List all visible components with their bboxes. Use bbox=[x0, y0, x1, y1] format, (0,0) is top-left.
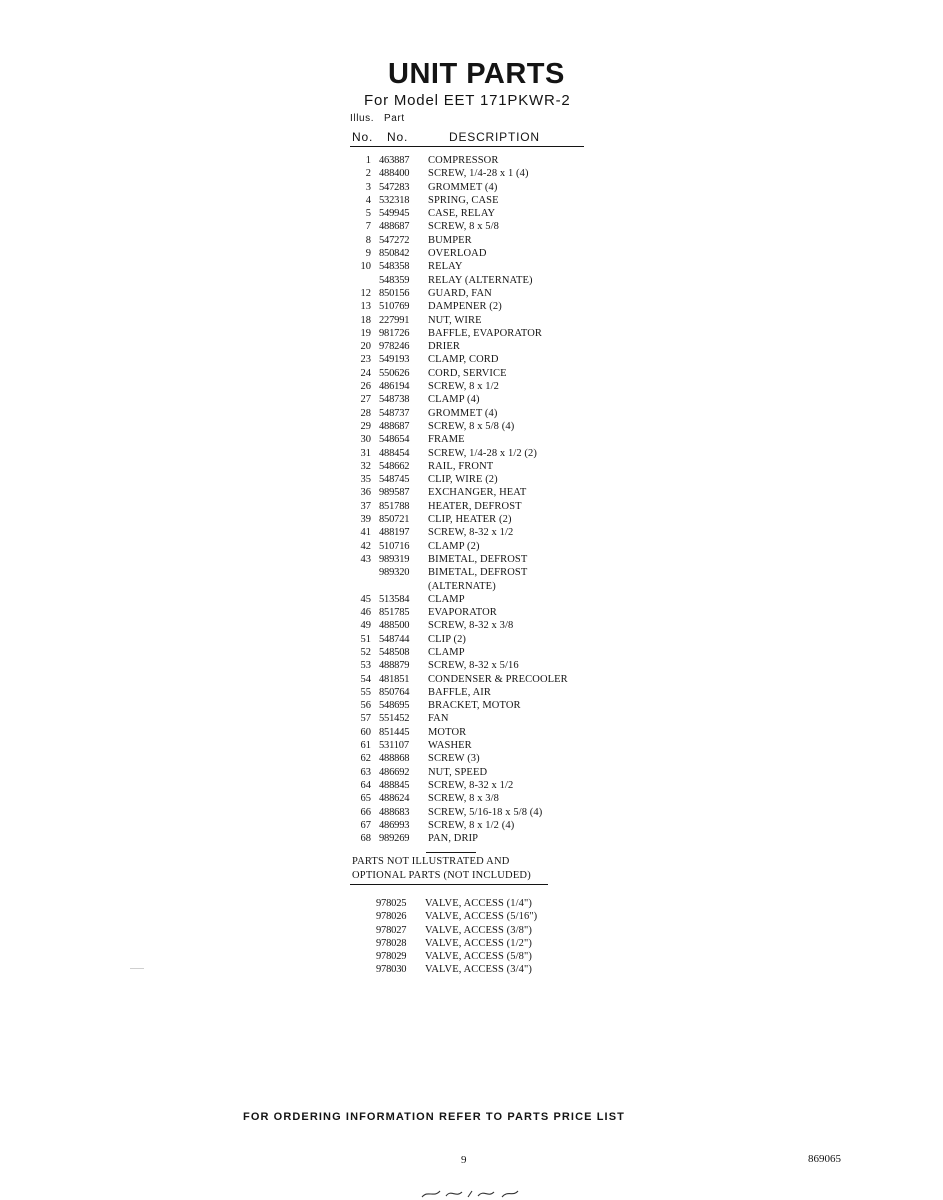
part-description: SPRING, CASE bbox=[428, 194, 499, 206]
part-row bbox=[0, 486, 943, 499]
part-part-no: 547272 bbox=[379, 234, 410, 246]
ordering-note: FOR ORDERING INFORMATION REFER TO PARTS PRICE LIST bbox=[243, 1111, 625, 1123]
optional-parts-rule bbox=[350, 884, 548, 885]
part-part-no: 551452 bbox=[379, 713, 410, 725]
parts-list bbox=[0, 154, 943, 845]
part-row bbox=[0, 819, 943, 832]
part-part-no: 549193 bbox=[379, 354, 410, 366]
part-description: BIMETAL, DEFROST bbox=[428, 553, 528, 565]
part-description: HEATER, DEFROST bbox=[428, 500, 522, 512]
part-illus-no: 54 bbox=[360, 673, 371, 685]
part-description: WASHER bbox=[428, 740, 472, 752]
part-row bbox=[0, 593, 943, 606]
part-illus-no: 60 bbox=[360, 726, 371, 738]
part-part-no: 510716 bbox=[379, 540, 410, 552]
part-part-no: 549945 bbox=[379, 208, 410, 220]
part-description: COMPRESSOR bbox=[428, 155, 499, 166]
part-description: CLAMP, CORD bbox=[428, 354, 499, 366]
page-title: UNIT PARTS bbox=[388, 58, 565, 90]
part-description: SCREW, 8-32 x 5/16 bbox=[428, 660, 519, 672]
part-row bbox=[0, 260, 943, 273]
part-description: DRIER bbox=[428, 341, 460, 353]
part-illus-no: 65 bbox=[360, 793, 371, 805]
part-illus-no: 66 bbox=[360, 806, 371, 818]
part-part-no: 548508 bbox=[379, 646, 410, 658]
part-part-no: 548695 bbox=[379, 700, 410, 712]
part-description: SCREW, 8 x 1/2 bbox=[428, 381, 500, 393]
part-description: CASE, RELAY bbox=[428, 208, 496, 220]
part-illus-no: 42 bbox=[360, 540, 371, 552]
part-illus-no: 45 bbox=[360, 593, 371, 605]
part-description: CLIP, HEATER (2) bbox=[428, 514, 512, 526]
optional-part-description: VALVE, ACCESS (3/8") bbox=[425, 924, 532, 936]
part-part-no: 488879 bbox=[379, 660, 410, 672]
part-illus-no: 26 bbox=[360, 381, 371, 393]
part-row bbox=[0, 699, 943, 712]
optional-part-row bbox=[0, 924, 943, 937]
part-row bbox=[0, 473, 943, 486]
part-part-no: 851445 bbox=[379, 726, 410, 738]
part-part-no: 488197 bbox=[379, 527, 410, 539]
part-part-no: 989587 bbox=[379, 487, 410, 499]
part-part-no: 488454 bbox=[379, 447, 410, 459]
part-description: GROMMET (4) bbox=[428, 407, 498, 419]
part-description: BRACKET, MOTOR bbox=[428, 700, 521, 712]
part-row bbox=[0, 606, 943, 619]
part-description: CLAMP bbox=[428, 646, 465, 658]
optional-part-part-no: 978026 bbox=[376, 911, 407, 923]
part-description: RELAY (ALTERNATE) bbox=[428, 274, 533, 286]
part-row bbox=[0, 380, 943, 393]
part-description: FAN bbox=[428, 713, 449, 725]
part-part-no: 989269 bbox=[379, 833, 410, 845]
part-row bbox=[0, 673, 943, 686]
part-illus-no: 18 bbox=[360, 314, 371, 326]
part-row bbox=[0, 686, 943, 699]
part-illus-no: 31 bbox=[360, 447, 371, 459]
part-illus-no: 37 bbox=[360, 500, 371, 512]
optional-part-row bbox=[0, 950, 943, 963]
optional-parts-heading: OPTIONAL PARTS (NOT INCLUDED) bbox=[352, 870, 531, 881]
part-description: NUT, WIRE bbox=[428, 314, 482, 326]
part-part-no: 850156 bbox=[379, 287, 410, 299]
part-description: SCREW, 1/4-28 x 1 (4) bbox=[428, 168, 529, 180]
part-row bbox=[0, 420, 943, 433]
optional-parts-list bbox=[0, 897, 943, 977]
part-part-no: 463887 bbox=[379, 155, 410, 166]
part-description: BAFFLE, AIR bbox=[428, 686, 491, 698]
part-description: DAMPENER (2) bbox=[428, 301, 502, 313]
part-row bbox=[0, 194, 943, 207]
part-row bbox=[0, 619, 943, 632]
optional-part-description: VALVE, ACCESS (1/4") bbox=[425, 898, 532, 909]
part-description: SCREW, 1/4-28 x 1/2 (2) bbox=[428, 447, 537, 459]
part-illus-no: 7 bbox=[365, 221, 371, 233]
part-description: BAFFLE, EVAPORATOR bbox=[428, 327, 543, 339]
optional-part-part-no: 978025 bbox=[376, 898, 407, 909]
part-row bbox=[0, 832, 943, 845]
part-description: SCREW, 8 x 5/8 bbox=[428, 221, 500, 233]
part-illus-no: 52 bbox=[360, 646, 371, 658]
part-part-no: 488868 bbox=[379, 753, 410, 765]
part-illus-no: 4 bbox=[365, 194, 371, 206]
part-row bbox=[0, 726, 943, 739]
part-illus-no: 12 bbox=[360, 287, 371, 299]
part-illus-no: 27 bbox=[360, 394, 371, 406]
part-illus-no: 39 bbox=[360, 514, 371, 526]
part-description: PAN, DRIP bbox=[428, 833, 479, 845]
optional-part-part-no: 978030 bbox=[376, 964, 407, 976]
part-part-no: 850721 bbox=[379, 514, 410, 526]
part-illus-no: 1 bbox=[365, 155, 371, 166]
part-illus-no: 19 bbox=[360, 327, 371, 339]
header-rule bbox=[350, 146, 584, 147]
part-row bbox=[0, 247, 943, 260]
part-row bbox=[0, 752, 943, 765]
optional-part-description: VALVE, ACCESS (1/2") bbox=[425, 937, 532, 949]
part-illus-no: 32 bbox=[360, 460, 371, 472]
part-illus-no: 3 bbox=[365, 181, 371, 193]
part-part-no: 486692 bbox=[379, 766, 410, 778]
section-divider bbox=[426, 852, 476, 853]
part-description: GROMMET (4) bbox=[428, 181, 498, 193]
part-description: GUARD, FAN bbox=[428, 287, 492, 299]
part-illus-no: 10 bbox=[360, 261, 371, 273]
part-row bbox=[0, 779, 943, 792]
part-row bbox=[0, 447, 943, 460]
part-illus-no: 8 bbox=[365, 234, 371, 246]
part-row bbox=[0, 407, 943, 420]
optional-part-part-no: 978028 bbox=[376, 937, 407, 949]
part-part-no: 548738 bbox=[379, 394, 410, 406]
part-row bbox=[0, 181, 943, 194]
optional-part-description: VALVE, ACCESS (3/4") bbox=[425, 964, 532, 976]
part-description: SCREW (3) bbox=[428, 753, 480, 765]
part-row bbox=[0, 353, 943, 366]
part-part-no: 488500 bbox=[379, 620, 410, 632]
part-part-no: 227991 bbox=[379, 314, 410, 326]
part-part-no: 488845 bbox=[379, 779, 410, 791]
part-illus-no: 13 bbox=[360, 301, 371, 313]
part-illus-no: 49 bbox=[360, 620, 371, 632]
part-part-no: 488687 bbox=[379, 420, 410, 432]
part-illus-no: 62 bbox=[360, 753, 371, 765]
illus-label: Illus. bbox=[350, 113, 375, 124]
part-row bbox=[0, 806, 943, 819]
optional-part-description: VALVE, ACCESS (5/8") bbox=[425, 951, 532, 963]
part-row bbox=[0, 207, 943, 220]
part-part-no: 488400 bbox=[379, 168, 410, 180]
part-part-no: 851788 bbox=[379, 500, 410, 512]
part-part-no: 531107 bbox=[379, 740, 409, 752]
part-row bbox=[0, 540, 943, 553]
part-part-no: 488624 bbox=[379, 793, 410, 805]
part-part-no: 548737 bbox=[379, 407, 410, 419]
part-illus-no: 28 bbox=[360, 407, 371, 419]
part-part-no: 548359 bbox=[379, 274, 410, 286]
part-part-no: 989320 bbox=[379, 567, 410, 579]
optional-part-row bbox=[0, 897, 943, 910]
part-illus-no: 55 bbox=[360, 686, 371, 698]
part-part-no: 978246 bbox=[379, 341, 410, 353]
part-part-no: 513584 bbox=[379, 593, 410, 605]
not-illustrated-heading: PARTS NOT ILLUSTRATED AND bbox=[352, 856, 510, 867]
part-illus-no: 20 bbox=[360, 341, 371, 353]
part-description: SCREW, 8 x 5/8 (4) bbox=[428, 420, 515, 432]
part-description: SCREW, 5/16-18 x 5/8 (4) bbox=[428, 806, 543, 818]
part-description: BIMETAL, DEFROST bbox=[428, 567, 528, 579]
part-description: BUMPER bbox=[428, 234, 472, 246]
part-part-no: 850842 bbox=[379, 248, 410, 260]
part-illus-no: 41 bbox=[360, 527, 371, 539]
part-illus-no: 30 bbox=[360, 434, 371, 446]
part-illus-no: 46 bbox=[360, 607, 371, 619]
part-description: (ALTERNATE) bbox=[428, 580, 496, 592]
handwritten-mark bbox=[418, 1186, 528, 1200]
part-row bbox=[0, 526, 943, 539]
part-row bbox=[0, 234, 943, 247]
page-number: 9 bbox=[461, 1154, 467, 1166]
part-illus-no: 64 bbox=[360, 779, 371, 791]
part-description: CLAMP bbox=[428, 593, 465, 605]
part-part-no: 989319 bbox=[379, 553, 410, 565]
column-header-part-no: No. bbox=[387, 130, 409, 144]
part-description: CLIP, WIRE (2) bbox=[428, 474, 498, 486]
part-part-no: 481851 bbox=[379, 673, 410, 685]
part-row bbox=[0, 513, 943, 526]
part-illus-no: 5 bbox=[365, 208, 371, 220]
part-description: MOTOR bbox=[428, 726, 467, 738]
part-row bbox=[0, 274, 943, 287]
part-row bbox=[0, 327, 943, 340]
part-description: OVERLOAD bbox=[428, 248, 487, 260]
part-row bbox=[0, 154, 943, 167]
model-subtitle: For Model EET 171PKWR-2 bbox=[364, 92, 571, 109]
document-code: 869065 bbox=[808, 1153, 841, 1165]
part-label: Part bbox=[384, 113, 405, 124]
part-row bbox=[0, 766, 943, 779]
part-part-no: 548744 bbox=[379, 633, 410, 645]
part-row bbox=[0, 659, 943, 672]
part-row bbox=[0, 553, 943, 566]
part-description: RELAY bbox=[428, 261, 463, 273]
part-row bbox=[0, 314, 943, 327]
part-row bbox=[0, 580, 943, 593]
part-row bbox=[0, 792, 943, 805]
part-illus-no: 2 bbox=[365, 168, 371, 180]
part-description: CLIP (2) bbox=[428, 633, 467, 645]
part-row bbox=[0, 287, 943, 300]
part-row bbox=[0, 367, 943, 380]
part-illus-no: 61 bbox=[360, 740, 371, 752]
part-row bbox=[0, 393, 943, 406]
part-row bbox=[0, 220, 943, 233]
part-illus-no: 9 bbox=[365, 248, 371, 260]
part-illus-no: 63 bbox=[360, 766, 371, 778]
part-part-no: 548662 bbox=[379, 460, 410, 472]
part-part-no: 488687 bbox=[379, 221, 410, 233]
part-part-no: 547283 bbox=[379, 181, 410, 193]
part-part-no: 548745 bbox=[379, 474, 410, 486]
part-illus-no: 35 bbox=[360, 474, 371, 486]
part-description: EXCHANGER, HEAT bbox=[428, 487, 527, 499]
part-description: RAIL, FRONT bbox=[428, 460, 494, 472]
part-row bbox=[0, 739, 943, 752]
optional-part-row bbox=[0, 963, 943, 976]
part-illus-no: 56 bbox=[360, 700, 371, 712]
part-part-no: 981726 bbox=[379, 327, 410, 339]
part-illus-no: 24 bbox=[360, 367, 371, 379]
part-row bbox=[0, 340, 943, 353]
part-illus-no: 23 bbox=[360, 354, 371, 366]
part-description: NUT, SPEED bbox=[428, 766, 488, 778]
part-row bbox=[0, 167, 943, 180]
part-illus-no: 43 bbox=[360, 553, 371, 565]
part-row bbox=[0, 500, 943, 513]
part-illus-no: 51 bbox=[360, 633, 371, 645]
part-description: FRAME bbox=[428, 434, 465, 446]
part-part-no: 850764 bbox=[379, 686, 410, 698]
part-description: SCREW, 8-32 x 3/8 bbox=[428, 620, 514, 632]
part-illus-no: 57 bbox=[360, 713, 371, 725]
part-part-no: 510769 bbox=[379, 301, 410, 313]
part-row bbox=[0, 433, 943, 446]
optional-part-part-no: 978027 bbox=[376, 924, 407, 936]
part-row bbox=[0, 300, 943, 313]
part-description: SCREW, 8-32 x 1/2 bbox=[428, 527, 514, 539]
part-description: CLAMP (4) bbox=[428, 394, 480, 406]
part-illus-no: 29 bbox=[360, 420, 371, 432]
part-description: SCREW, 8 x 3/8 bbox=[428, 793, 500, 805]
part-part-no: 851785 bbox=[379, 607, 410, 619]
part-illus-no: 67 bbox=[360, 819, 371, 831]
column-header-no: No. bbox=[352, 130, 374, 144]
part-part-no: 548654 bbox=[379, 434, 410, 446]
part-description: SCREW, 8-32 x 1/2 bbox=[428, 779, 514, 791]
optional-part-row bbox=[0, 910, 943, 923]
part-illus-no: 68 bbox=[360, 833, 371, 845]
optional-part-row bbox=[0, 937, 943, 950]
part-part-no: 532318 bbox=[379, 194, 410, 206]
part-description: SCREW, 8 x 1/2 (4) bbox=[428, 819, 515, 831]
part-row bbox=[0, 712, 943, 725]
part-part-no: 486993 bbox=[379, 819, 410, 831]
part-part-no: 486194 bbox=[379, 381, 410, 393]
part-description: CORD, SERVICE bbox=[428, 367, 507, 379]
part-part-no: 548358 bbox=[379, 261, 410, 273]
scan-speck bbox=[130, 968, 144, 969]
part-row bbox=[0, 566, 943, 579]
part-row bbox=[0, 646, 943, 659]
part-description: CLAMP (2) bbox=[428, 540, 480, 552]
column-header-description: DESCRIPTION bbox=[449, 130, 540, 144]
optional-part-part-no: 978029 bbox=[376, 951, 407, 963]
part-row bbox=[0, 460, 943, 473]
part-description: CONDENSER & PRECOOLER bbox=[428, 673, 568, 685]
part-row bbox=[0, 633, 943, 646]
part-description: EVAPORATOR bbox=[428, 607, 497, 619]
part-part-no: 550626 bbox=[379, 367, 410, 379]
part-illus-no: 53 bbox=[360, 660, 371, 672]
part-part-no: 488683 bbox=[379, 806, 410, 818]
part-illus-no: 36 bbox=[360, 487, 371, 499]
optional-part-description: VALVE, ACCESS (5/16") bbox=[425, 911, 538, 923]
